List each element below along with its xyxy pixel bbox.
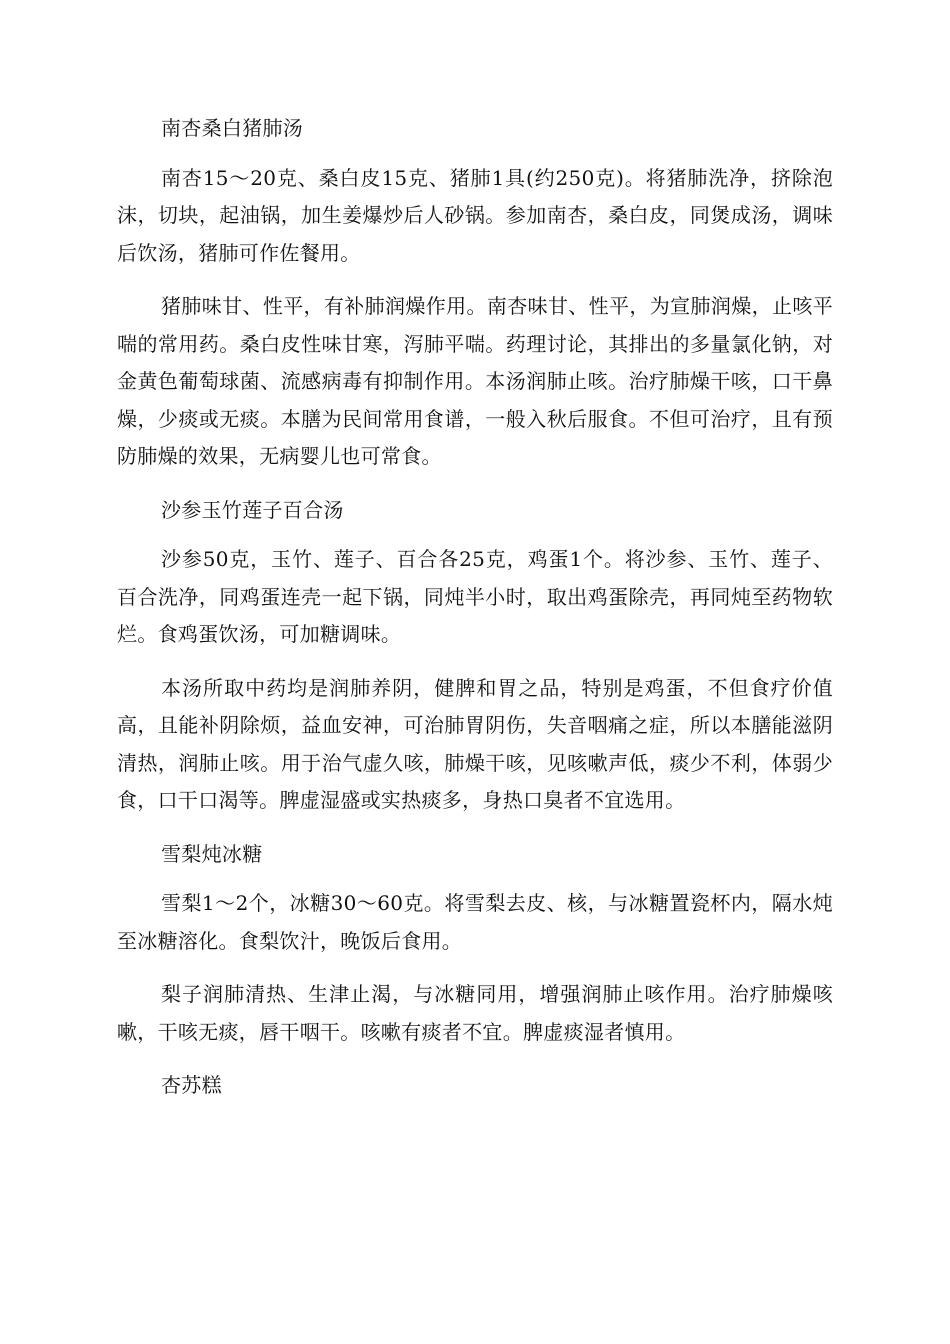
document-page <box>117 110 833 1117</box>
recipe-section-nanxing-sangbai <box>117 110 833 476</box>
recipe-ingredients-paragraph: 南杏15～20克、桑白皮15克、猪肺1具(约250克)。将猪肺洗净，挤除泡沫，切块，起油锅，加生姜爆炒后人砂锅。参加南杏，桑白皮，同煲成汤，调味后饮汤，猪肺可作佐餐用。 <box>117 165 833 265</box>
recipe-section-shashen-yuzhu <box>117 492 833 820</box>
recipe-effects-paragraph: 本汤所取中药均是润肺养阴，健脾和胃之品，特别是鸡蛋，不但食疗价值高，且能补阴除烦，益血安神，可治肺胃阴伤，失音咽痛之症，所以本膳能滋阴清热，润肺止咳。用于治气虚久咳，肺燥干咳，见咳嗽声低，痰少不利，体弱少食，口干口渴等。脾虚湿盛或实热痰多，身热口臭者不宜选用。 <box>117 675 833 812</box>
recipe-title: 南杏桑白猪肺汤 <box>161 116 304 140</box>
recipe-title: 雪梨炖冰糖 <box>161 841 263 866</box>
recipe-section-xingsu-gao <box>117 1067 833 1105</box>
recipe-title: 杏苏糕 <box>161 1073 222 1097</box>
recipe-section-xueli-bingtang <box>117 836 833 1052</box>
recipe-title: 沙参玉竹莲子百合汤 <box>161 497 344 522</box>
recipe-effects-paragraph: 梨子润肺清热、生津止渴，与冰糖同用，增强润肺止咳作用。治疗肺燥咳嗽，干咳无痰，唇干咽干。咳嗽有痰者不宜。脾虚痰湿者慎用。 <box>117 982 833 1044</box>
recipe-ingredients-paragraph: 雪梨1～2个，冰糖30～60克。将雪梨去皮、核，与冰糖置瓷杯内，隔水炖至冰糖溶化。食梨饮汁，晚饭后食用。 <box>117 891 833 953</box>
recipe-ingredients-paragraph: 沙参50克，玉竹、莲子、百合各25克，鸡蛋1个。将沙参、玉竹、莲子、百合洗净，同鸡蛋连壳一起下锅，同炖半小时，取出鸡蛋除壳，再同炖至药物软烂。食鸡蛋饮汤，可加糖调味。 <box>117 547 833 646</box>
recipe-effects-paragraph: 猪肺味甘、性平，有补肺润燥作用。南杏味甘、性平，为宣肺润燥，止咳平喘的常用药。桑白皮性味甘寒，泻肺平喘。药理讨论，其排出的多量氯化钠，对金黄色葡萄球菌、流感病毒有抑制作用。本汤润肺止咳。治疗肺燥干咳，口干鼻燥，少痰或无痰。本膳为民间常用食谱，一般入秋后服食。不但可治疗，且有预防肺燥的效果，无病婴儿也可常食。 <box>117 294 833 468</box>
